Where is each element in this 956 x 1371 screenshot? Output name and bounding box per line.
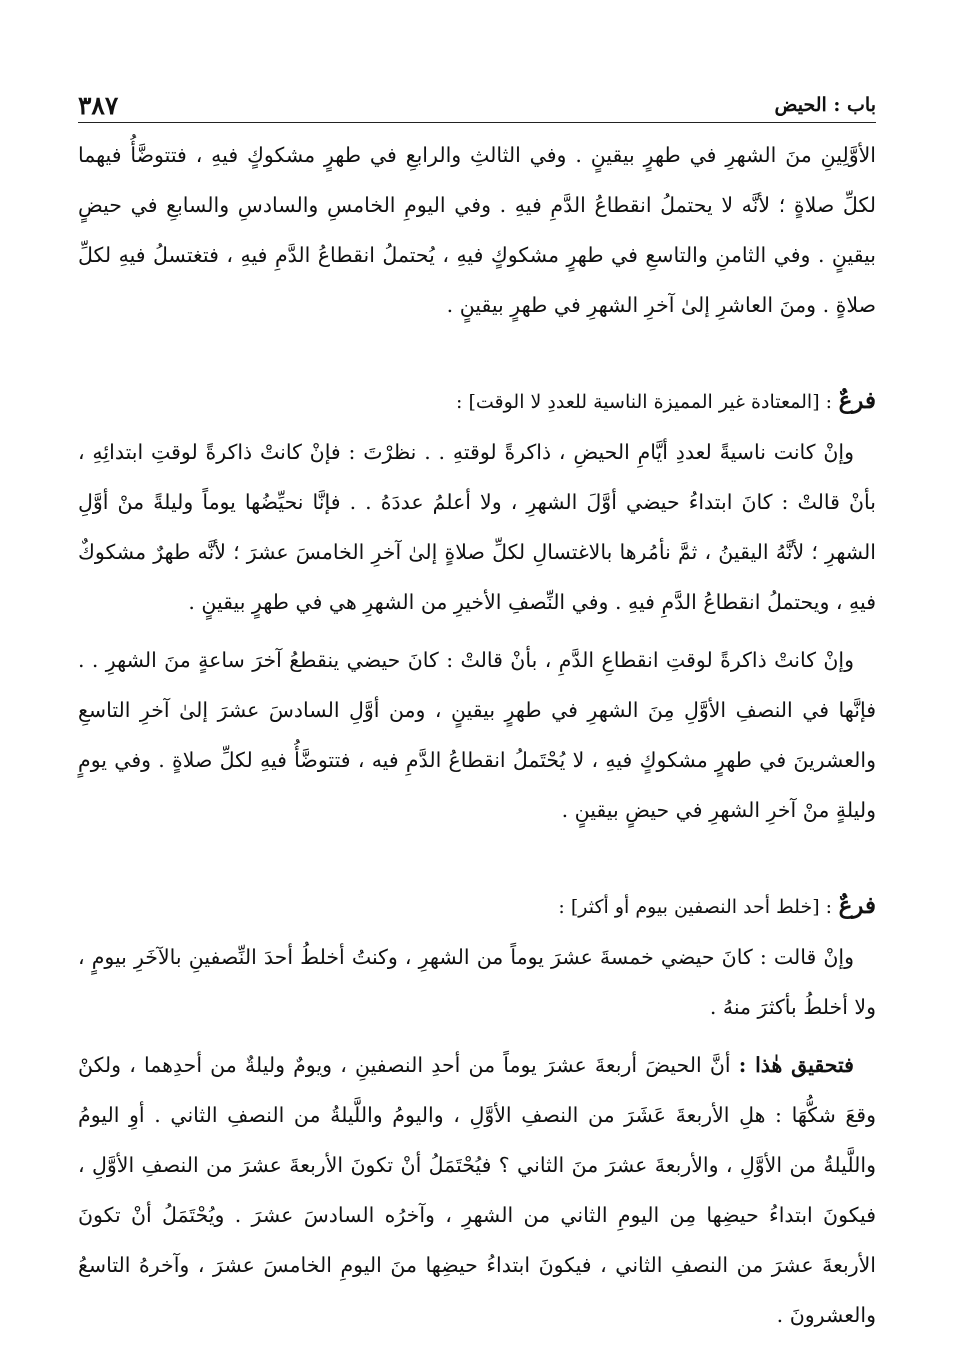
- paragraph-5: [78, 1040, 876, 1340]
- page-body: [78, 130, 876, 1340]
- section-heading-2: [78, 881, 876, 932]
- far-label: فرعٌ: [838, 387, 876, 414]
- section-heading-1: [78, 376, 876, 427]
- paragraph-1: الأوَّلِينِ منَ الشهرِ في طهرٍ بيقينٍ . وفي الثالثِ والرابعِ في طهرٍ مشكوكٍ فيهِ ، فتتوضَّأُ فيهما لكلِّ صلاةٍ ؛ لأنَّه لا يحتملُ انقطاعُ الدَّمِ فيهِ . وفي اليومِ الخامسِ والسادسِ والسابعِ في حيضٍ بيقينٍ . وفي الثامنِ والتاسعِ في طهرٍ مشكوكٍ فيهِ ، يُحتملُ انقطاعُ الدَّمِ فيهِ ، فتغتسلُ فيهِ لكلِّ صلاةٍ . ومنَ العاشرِ إلىٰ آخرِ الشهرِ في طهرٍ بيقينٍ .: [78, 143, 876, 317]
- far-title: : [المعتادة غير المميزة الناسية للعددِ لا الوقت] :: [456, 391, 833, 413]
- far-label: فرعٌ: [838, 892, 876, 919]
- paragraph-2: وإنْ كانت ناسيةً لعددِ أيَّامِ الحيضِ ، ذاكرةً لوقتهِ . . نظرْتَ : فإنْ كانتْ ذاكرةً لوقتِ ابتدائِهِ ، بأنْ قالتْ : كانَ ابتداءُ حيضي أوَّلَ الشهرِ ، ولا أعلمُ عددَهُ . . فإنَّا نحيِّضُها يوماً وليلةً منْ أوَّلِ الشهرِ ؛ لأنَّهُ اليقينُ ، ثمَّ نأمُرها بالاغتسالِ لكلِّ صلاةٍ إلىٰ آخرِ الخامسَ عشرَ ؛ لأنَّه طهرٌ مشكوكٌ فيهِ ، ويحتملُ انقطاعُ الدَّمِ فيهِ . وفي النِّصفِ الأخيرِ من الشهرِ هي في طهرٍ بيقينٍ .: [78, 440, 876, 614]
- page-header: [78, 86, 876, 123]
- paragraph-lead: فتحقيق هٰذا :: [738, 1053, 854, 1077]
- paragraph-4: وإنْ قالت : كانَ حيضي خمسةَ عشرَ يوماً من الشهرِ ، وكنتُ أخلطُ أحدَ النِّصفينِ بالآخَرِ بيومٍ ، ولا أخلطُ بأكثرَ منهُ .: [78, 945, 876, 1019]
- chapter-title: باب : الحيض: [774, 94, 876, 116]
- paragraph-3: وإنْ كانتْ ذاكرةً لوقتِ انقطاعِ الدَّمِ ، بأنْ قالتْ : كانَ حيضي ينقطعُ آخرَ ساعةٍ منَ الشهرِ . . فإنَّها في النصفِ الأوَّلِ مِنَ الشهرِ في طهرٍ بيقينٍ ، ومن أوَّلِ السادسَ عشرَ إلىٰ آخرِ التاسعِ والعشرينَ في طهرٍ مشكوكٍ فيهِ ، لا يُحْتَملُ انقطاعُ الدَّمِ فيه ، فتتوضَّأُ فيهِ لكلِّ صلاةٍ . وفي يومٍ وليلةٍ منْ آخرِ الشهرِ في حيضٍ بيقينٍ .: [78, 648, 876, 822]
- page-number: ٣٨٧: [78, 91, 119, 120]
- paragraph-5-text: أنَّ الحيضَ أربعةَ عشرَ يوماً من أحدِ النصفينِ ، ويومٌ وليلةٌ من أحدِهما ، ولكنْ وقعَ شكُّهَا : هلِ الأربعةَ عَشَرَ من النصفِ الأوَّلِ ، واليومُ واللَّيلةُ من النصفِ الثاني . أوِ اليومُ واللَّيلةُ من الأوَّلِ ، والأربعةَ عشرَ منَ الثاني ؟ فيُحْتَمَلُ أنْ تكونَ الأربعةَ عشرَ من النصفِ الأوَّلِ ، فيكونَ ابتداءُ حيضِها مِن اليومِ الثاني من الشهرِ ، وآخرُه السادسَ عشرَ . ويُحْتَمَلُ أنْ تكونَ الأربعةَ عشرَ من النصفِ الثاني ، فيكونَ ابتداءُ حيضِها منَ اليومِ الخامسَ عشرَ ، وآخرهُ التاسعُ والعشرونَ .: [78, 1053, 876, 1327]
- far-title: : [خلط أحد النصفين بيوم أو أكثر] :: [558, 896, 833, 918]
